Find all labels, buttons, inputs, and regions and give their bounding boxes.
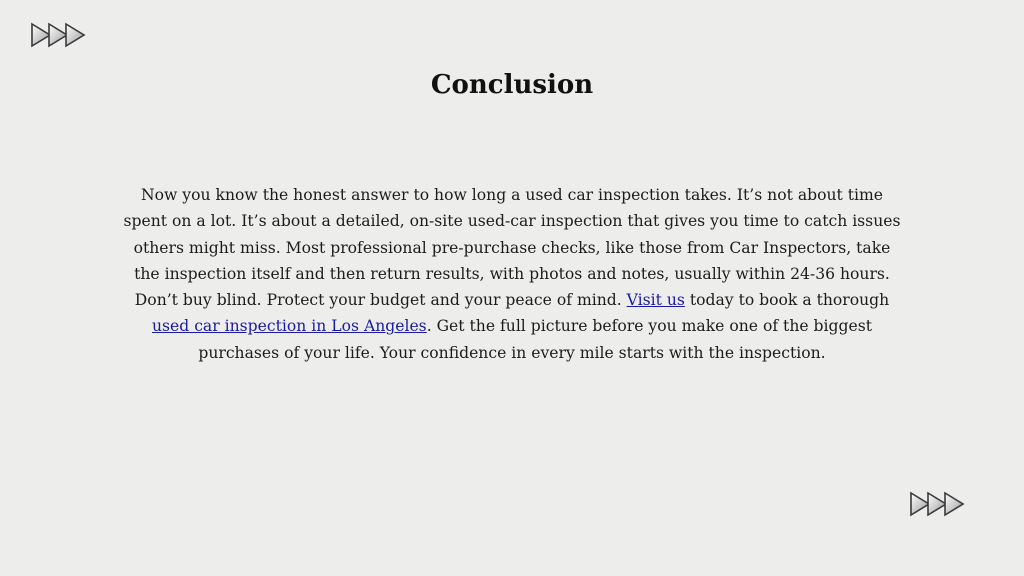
slide-title: Conclusion	[430, 70, 594, 100]
visit-us-link[interactable]: Visit us	[626, 291, 685, 310]
paragraph-text-2: today to book a thorough	[684, 291, 890, 310]
paragraph-text-1: Now you know the honest answer to how long a used car inspection takes. It’s not about time spent on a lot. It’s about a detailed, on-site used-car inspection that gives you time to catch issues others might miss. Most professional pre-purchase checks, like those from Car Inspectors, take the inspection itself and then return results, with photos and notes, usually within 24-36 hours. Don’t buy blind. Protect your budget and your peace of mind.	[123, 186, 901, 310]
conclusion-paragraph	[122, 182, 902, 366]
paragraph-text-3: . Get the full picture before you make one of the biggest purchases of your life. Your confidence in every mile starts with the inspection.	[198, 317, 872, 362]
triple-arrow-icon	[908, 489, 966, 519]
used-car-inspection-link[interactable]: used car inspection in Los Angeles	[151, 317, 427, 336]
triple-arrow-icon	[29, 20, 87, 50]
